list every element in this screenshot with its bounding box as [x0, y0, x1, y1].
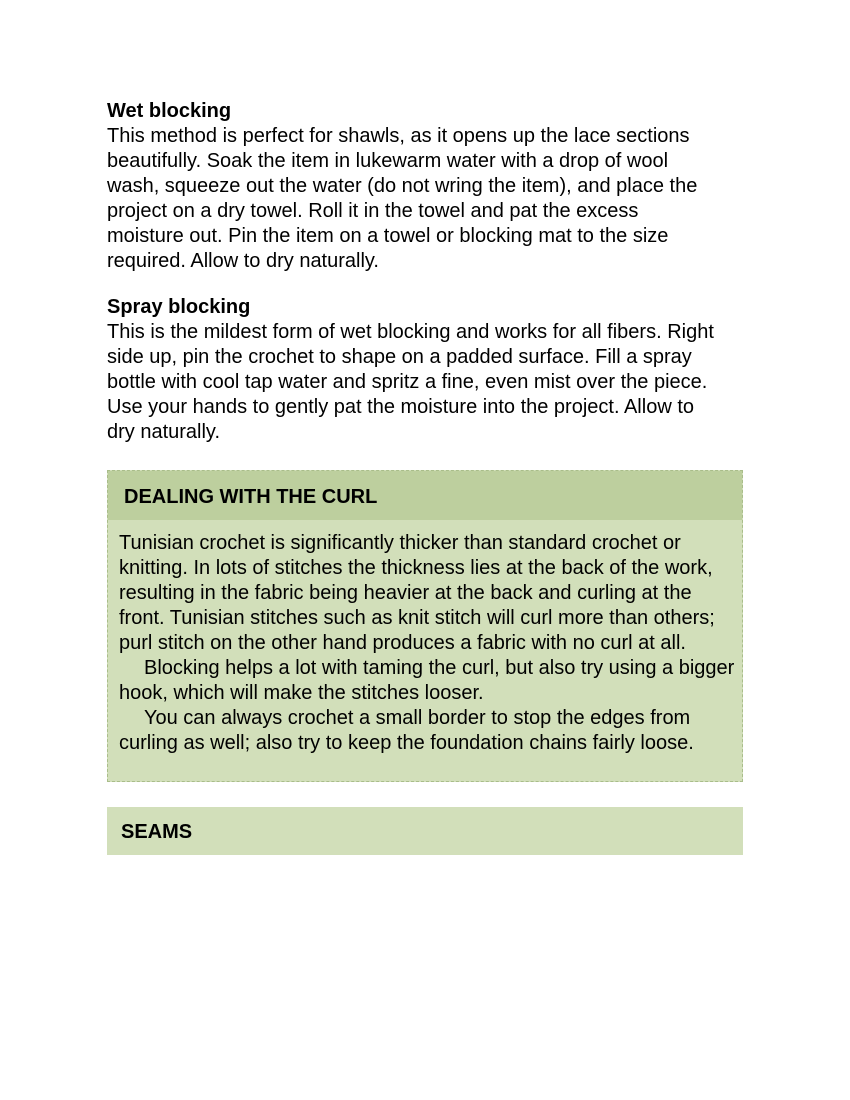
- curl-box-title: DEALING WITH THE CURL: [124, 486, 378, 508]
- curl-box-body: [119, 531, 735, 756]
- body-line: required. Allow to dry naturally.: [107, 250, 379, 272]
- spray-blocking-section: [107, 295, 743, 445]
- body-line: moisture out. Pin the item on a towel or blocking mat to the size: [107, 225, 669, 247]
- seams-heading-box: [107, 807, 743, 855]
- body-line: Use your hands to gently pat the moisture into the project. Allow to: [107, 396, 694, 418]
- document-page: [107, 99, 743, 466]
- body-line: wash, squeeze out the water (do not wring the item), and place the: [107, 175, 698, 197]
- body-line: side up, pin the crochet to shape on a padded surface. Fill a spray: [107, 346, 692, 368]
- body-line: beautifully. Soak the item in lukewarm water with a drop of wool: [107, 150, 669, 172]
- wet-blocking-section: [107, 99, 743, 274]
- body-line: This method is perfect for shawls, as it opens up the lace sections: [107, 125, 690, 147]
- body-line: bottle with cool tap water and spritz a fine, even mist over the piece.: [107, 371, 708, 393]
- curl-paragraph: Tunisian crochet is significantly thicker than standard crochet or knitting. In lots of stitches the thickness lies at the back of the work, resulting in the fabric being heavier at the back and curling at the front. Tunisian stitches such as knit stitch will curl more than others; purl stitch on the other hand produces a fabric with no curl at all.: [119, 532, 715, 654]
- curl-box-header: [108, 471, 742, 520]
- curl-paragraph: Blocking helps a lot with taming the curl, but also try using a bigger hook, which will make the stitches looser.: [119, 657, 735, 704]
- curl-paragraph: You can always crochet a small border to stop the edges from curling as well; also try to keep the foundation chains fairly loose.: [119, 707, 694, 754]
- body-line: project on a dry towel. Roll it in the towel and pat the excess: [107, 200, 639, 222]
- body-line: dry naturally.: [107, 421, 221, 443]
- curl-sidebar-box: [107, 470, 743, 782]
- body-line: This is the mildest form of wet blocking and works for all fibers. Right: [107, 321, 714, 343]
- section-heading: Spray blocking: [107, 296, 251, 318]
- section-body: [107, 124, 743, 274]
- section-heading: Wet blocking: [107, 100, 232, 122]
- seams-title: SEAMS: [121, 821, 193, 843]
- section-body: [107, 320, 743, 445]
